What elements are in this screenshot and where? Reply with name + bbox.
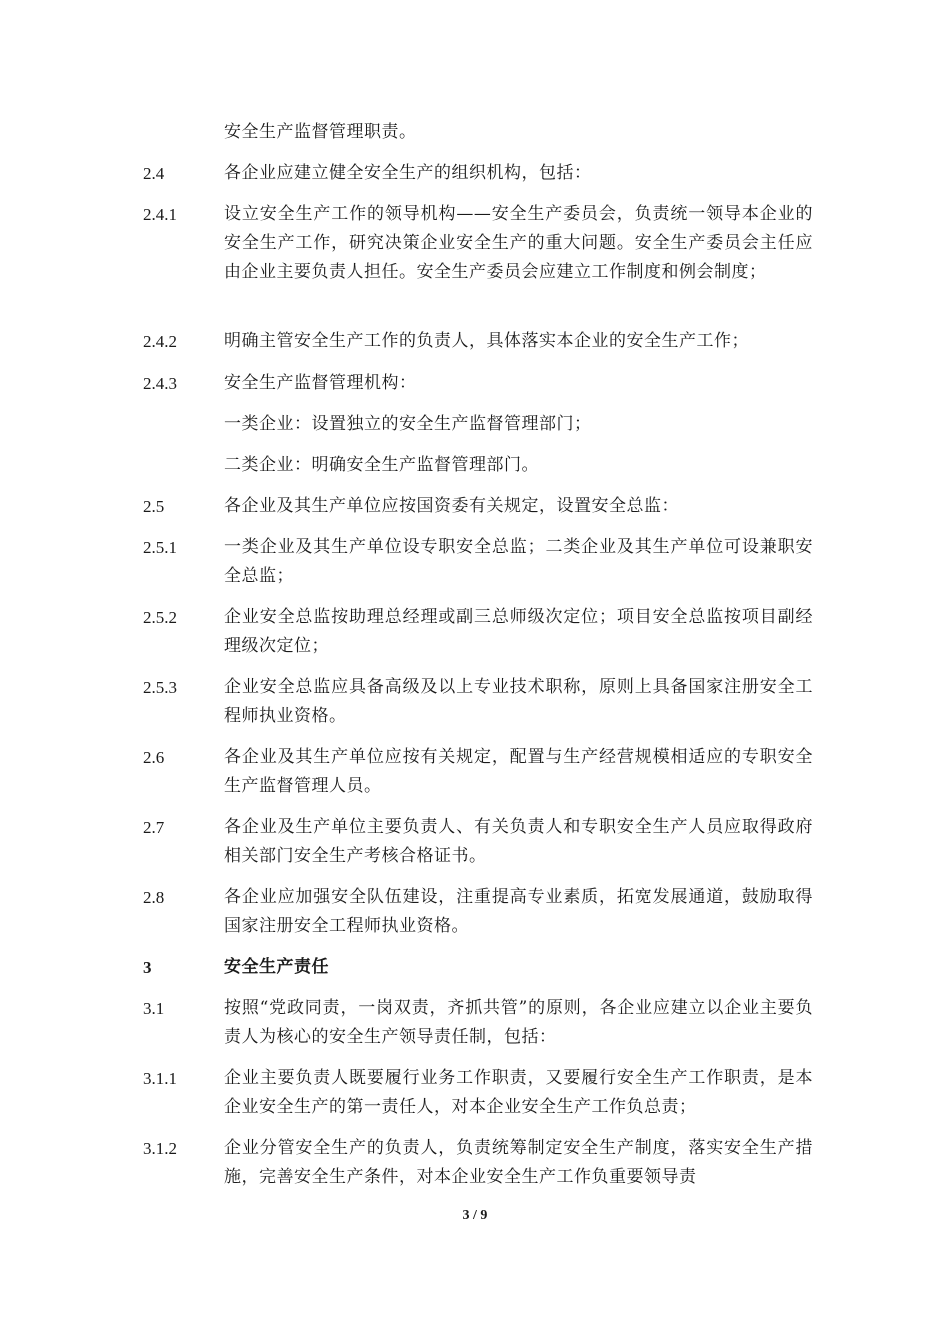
- clause-text: 按照“党政同责，一岗双责，齐抓共管”的原则，各企业应建立以企业主要负责人为核心的安全生产领导责任制，包括：: [224, 998, 813, 1047]
- clause-continuation: [143, 118, 813, 147]
- clause-text: 明确主管安全生产工作的负责人，具体落实本企业的安全生产工作；: [224, 331, 749, 351]
- clause-text: 一类企业：设置独立的安全生产监督管理部门；: [224, 414, 592, 434]
- clause-number: [143, 410, 224, 439]
- clause-number: 2.4.1: [143, 205, 177, 224]
- clause-number: 2.4: [143, 164, 165, 183]
- clause-number: 2.5.3: [143, 678, 177, 697]
- clause-text: 各企业及生产单位主要负责人、有关负责人和专职安全生产人员应取得政府相关部门安全生产考核合格证书。: [224, 817, 813, 866]
- clause-3-1-1: [143, 1064, 813, 1122]
- clause-2-5: [143, 492, 813, 521]
- section-heading-3: [143, 953, 813, 982]
- clause-text: 一类企业及其生产单位设专职安全总监；二类企业及其生产单位可设兼职安全总监；: [224, 537, 813, 586]
- clause-text: 各企业应建立健全安全生产的组织机构，包括：: [224, 163, 592, 183]
- clause-number: 2.6: [143, 748, 165, 767]
- clause-2-7: [143, 813, 813, 871]
- clause-text: 各企业及其生产单位应按有关规定，配置与生产经营规模相适应的专职安全生产监督管理人员。: [224, 747, 813, 796]
- clause-text: 安全生产监督管理机构：: [224, 373, 417, 393]
- clause-2-5-1: [143, 533, 813, 591]
- clause-number: 2.4.2: [143, 332, 177, 351]
- clause-text: 设立安全生产工作的领导机构——安全生产委员会，负责统一领导本企业的安全生产工作，研究决策企业安全生产的重大问题。安全生产委员会主任应由企业主要负责人担任。安全生产委员会应建立工作制度和例会制度；: [224, 204, 813, 282]
- page-number: 3 / 9: [462, 1208, 488, 1223]
- clause-2-8: [143, 883, 813, 941]
- clause-number: 3.1.1: [143, 1069, 177, 1088]
- clause-number: [143, 118, 224, 147]
- clause-2-4: [143, 159, 813, 188]
- clause-text: 企业安全总监应具备高级及以上专业技术职称，原则上具备国家注册安全工程师执业资格。: [224, 677, 813, 726]
- clause-text: 各企业及其生产单位应按国资委有关规定，设置安全总监：: [224, 496, 679, 516]
- clause-text: 安全生产监督管理职责。: [224, 122, 417, 142]
- clause-text: 企业分管安全生产的负责人，负责统筹制定安全生产制度，落实安全生产措施，完善安全生产条件，对本企业安全生产工作负重要领导责: [224, 1138, 813, 1187]
- clause-2-5-2: [143, 603, 813, 661]
- clause-subitem: [143, 451, 813, 480]
- clause-number: [143, 451, 224, 480]
- clause-3-1: [143, 994, 813, 1052]
- clause-number: 3.1: [143, 999, 165, 1018]
- clause-number: 2.5: [143, 497, 165, 516]
- clause-number: 2.7: [143, 818, 165, 837]
- clause-text: 二类企业：明确安全生产监督管理部门。: [224, 455, 539, 475]
- clause-2-4-2: [143, 327, 813, 356]
- clause-number: 2.8: [143, 888, 165, 907]
- section-title: 安全生产责任: [224, 957, 329, 977]
- clause-2-6: [143, 743, 813, 801]
- clause-text: 企业主要负责人既要履行业务工作职责，又要履行安全生产工作职责，是本企业安全生产的第一责任人，对本企业安全生产工作负总责；: [224, 1068, 813, 1117]
- clause-text: 企业安全总监按助理总经理或副三总师级次定位；项目安全总监按项目副经理级次定位；: [224, 607, 813, 656]
- clause-2-5-3: [143, 673, 813, 731]
- clause-2-4-1: [143, 200, 813, 287]
- clause-2-4-3: [143, 369, 813, 398]
- clause-number: 2.5.2: [143, 608, 177, 627]
- clause-number: 2.5.1: [143, 538, 177, 557]
- section-number: 3: [143, 958, 152, 977]
- clause-text: 各企业应加强安全队伍建设，注重提高专业素质，拓宽发展通道，鼓励取得国家注册安全工程师执业资格。: [224, 887, 813, 936]
- clause-subitem: [143, 410, 813, 439]
- clause-number: 3.1.2: [143, 1139, 177, 1158]
- clause-number: 2.4.3: [143, 374, 177, 393]
- clause-3-1-2: [143, 1134, 813, 1192]
